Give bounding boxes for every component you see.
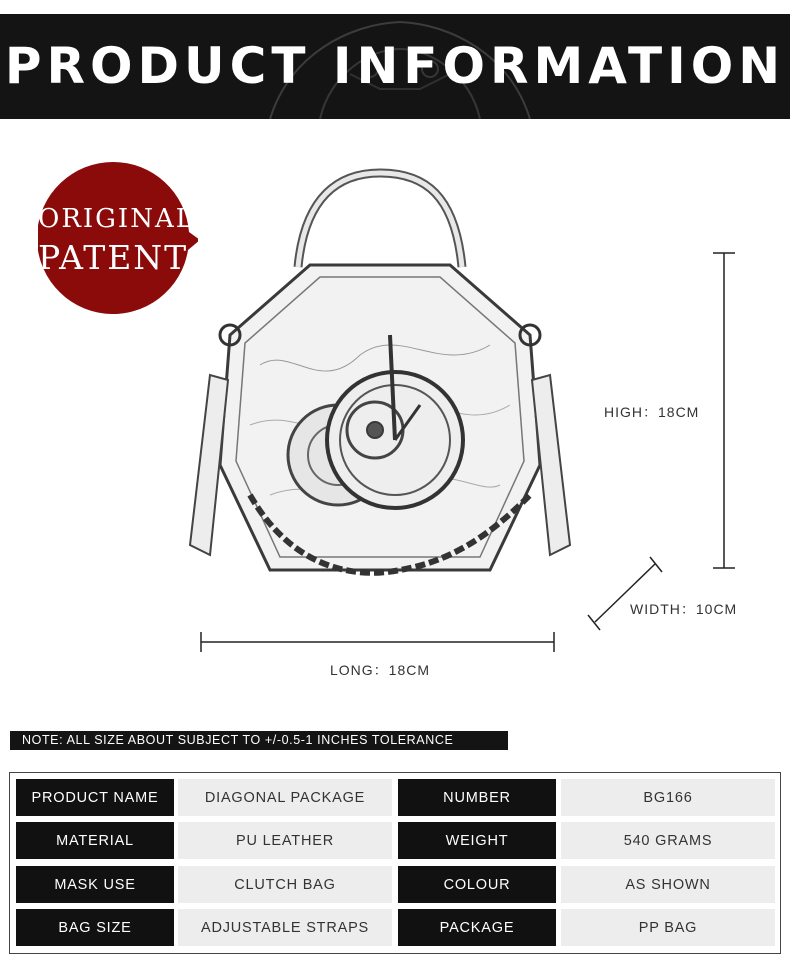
- spec-label-weight: WEIGHT: [398, 822, 556, 859]
- spec-value-mask-use: CLUTCH BAG: [178, 866, 392, 903]
- width-dimension-label: WIDTH：10CM: [630, 601, 738, 617]
- spec-label-package: PACKAGE: [398, 909, 556, 946]
- height-dimension-label: HIGH：18CM: [604, 404, 700, 420]
- bag-sketch-image: [170, 165, 590, 595]
- spec-value-product-name: DIAGONAL PACKAGE: [178, 779, 392, 816]
- length-dimension-label: LONG：18CM: [330, 662, 431, 678]
- spec-label-product-name: PRODUCT NAME: [16, 779, 174, 816]
- spec-value-bag-size: ADJUSTABLE STRAPS: [178, 909, 392, 946]
- spec-table: [9, 772, 781, 954]
- spec-label-number: NUMBER: [398, 779, 556, 816]
- spec-label-bag-size: BAG SIZE: [16, 909, 174, 946]
- spec-value-material: PU LEATHER: [178, 822, 392, 859]
- spec-value-number: BG166: [561, 779, 775, 816]
- spec-label-mask-use: MASK USE: [16, 866, 174, 903]
- page-title: PRODUCT INFORMATION: [4, 37, 786, 95]
- spec-value-colour: AS SHOWN: [561, 866, 775, 903]
- badge-line-original: ORIGINAL: [38, 204, 195, 234]
- spec-label-colour: COLOUR: [398, 866, 556, 903]
- spec-value-package: PP BAG: [561, 909, 775, 946]
- badge-line-patent: PATENT: [38, 238, 189, 277]
- tolerance-note: NOTE: ALL SIZE ABOUT SUBJECT TO +/-0.5-1 INCHES TOLERANCE: [10, 731, 508, 750]
- spec-label-material: MATERIAL: [16, 822, 174, 859]
- header-banner: [0, 14, 790, 119]
- spec-value-weight: 540 GRAMS: [561, 822, 775, 859]
